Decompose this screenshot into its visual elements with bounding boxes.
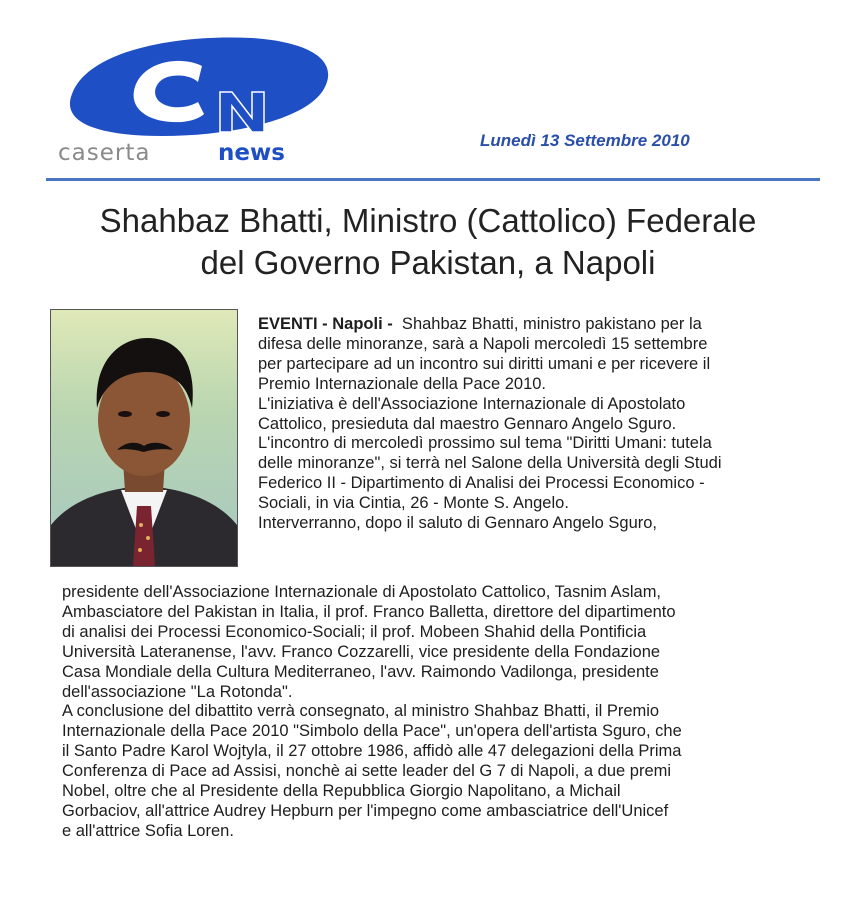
portrait-photo	[50, 309, 238, 567]
article-line: L'incontro di mercoledì prossimo sul tema "Diritti Umani: tutela	[258, 434, 712, 453]
article-line: Cattolico, presieduta dal maestro Gennaro Angelo Sguro.	[258, 414, 677, 433]
article-line: difesa delle minoranze, sarà a Napoli mercoledì 15 settembre	[258, 334, 708, 353]
headline-line-1: Shahbaz Bhatti, Ministro (Cattolico) Federale	[99, 202, 757, 239]
headline-line-2: del Governo Pakistan, a Napoli	[200, 244, 656, 281]
article-headline	[30, 200, 826, 284]
article-line: Casa Mondiale della Cultura Mediterraneo, l'avv. Raimondo Vadilonga, presidente	[62, 662, 659, 681]
article-line-text: Shahbaz Bhatti, ministro pakistano per la	[392, 315, 702, 333]
article-line: di analisi dei Processi Economico-Sociali; il prof. Mobeen Shahid della Pontificia	[62, 622, 647, 641]
article-line: e all'attrice Sofia Loren.	[62, 821, 234, 840]
article-body-full-width	[62, 583, 832, 842]
article-line: Interverranno, dopo il saluto di Gennaro Angelo Sguro,	[258, 514, 658, 533]
publication-date: Lunedì 13 Settembre 2010	[480, 131, 690, 150]
article-line: Premio Internazionale della Pace 2010.	[258, 374, 547, 393]
article-line: Internazionale della Pace 2010 "Simbolo della Pace", un'opera dell'artista Sguro, che	[62, 722, 682, 741]
article-line: delle minoranze", si terrà nel Salone della Università degli Studi	[258, 454, 722, 473]
casertanews-logo	[52, 32, 342, 172]
article-line: Nobel, oltre che al Presidente della Repubblica Giorgio Napolitano, a Michail	[62, 782, 621, 801]
article-line: Conferenza di Pace ad Assisi, nonchè ai sette leader del G 7 di Napoli, a due premi	[62, 762, 672, 781]
article-line: A conclusione del dibattito verrà consegnato, al ministro Shahbaz Bhatti, il Premio	[62, 702, 660, 721]
article-line: dell'associazione "La Rotonda".	[62, 682, 293, 701]
article-lead: EVENTI - Napoli -	[258, 315, 393, 333]
header-divider	[46, 178, 820, 181]
article-line: Università Lateranense, l'avv. Franco Cozzarelli, vice presidente della Fondazione	[62, 642, 661, 661]
article-line: L'iniziativa è dell'Associazione Internazionale di Apostolato	[258, 394, 686, 413]
article-line: il Santo Padre Karol Wojtyla, il 27 ottobre 1986, affidò alle 47 delegazioni della Prima	[62, 742, 682, 761]
article-line: Gorbaciov, all'attrice Audrey Hepburn per l'impegno come ambasciatrice dell'Unicef	[62, 801, 669, 820]
article-line	[258, 315, 828, 335]
logo-text-news: news	[218, 140, 285, 166]
article-body-right-column	[258, 315, 828, 534]
logo-swoosh	[70, 37, 328, 136]
article-line: Ambasciatore del Pakistan in Italia, il prof. Franco Balletta, direttore del dipartimento	[62, 602, 676, 621]
logo-text-caserta: caserta	[58, 140, 151, 166]
article-line: Sociali, in via Cintia, 26 - Monte S. Angelo.	[258, 494, 569, 513]
article-line: per partecipare ad un incontro sui diritti umani e per ricevere il	[258, 354, 711, 373]
article-line: presidente dell'Associazione Internazionale di Apostolato Cattolico, Tasnim Aslam,	[62, 583, 662, 601]
article-line: Federico II - Dipartimento di Analisi dei Processi Economico -	[258, 474, 705, 493]
